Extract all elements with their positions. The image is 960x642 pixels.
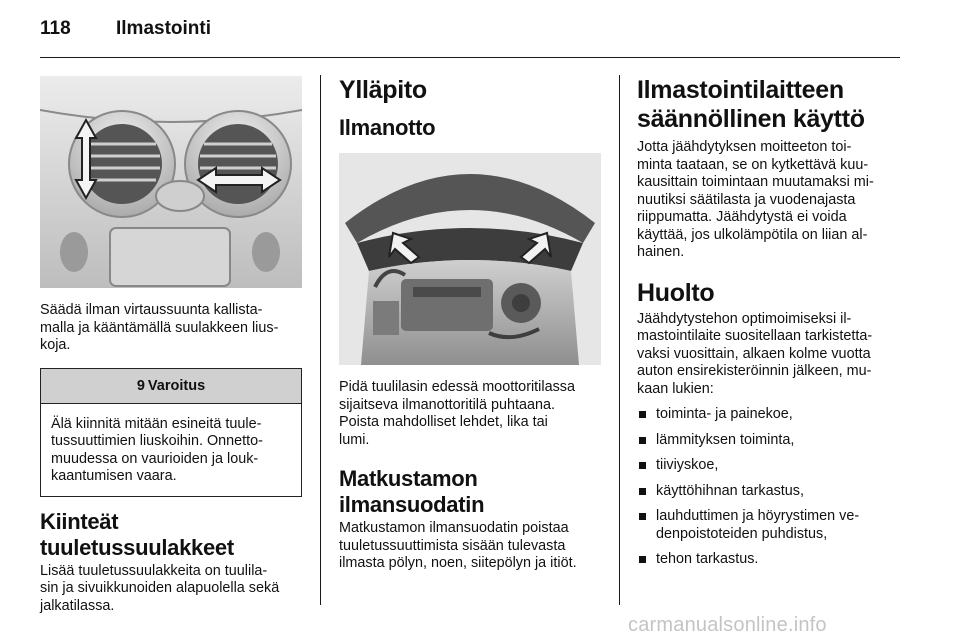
air-intake-heading: Ilmanotto (339, 115, 436, 140)
header-rule (40, 57, 900, 58)
warning-title: Varoitus (147, 377, 206, 394)
watermark: carmanualsonline.info (628, 614, 827, 636)
fixed-vents-heading: Kiinteät tuuletussuulakkeet (40, 508, 234, 560)
column-2 (339, 76, 601, 573)
warning-box (40, 368, 302, 497)
list-item: tehon tarkastus. (637, 551, 900, 569)
chapter-title: Ilmastointi (116, 18, 212, 39)
maintenance-title: Ylläpito (339, 76, 427, 104)
vent-adjust-caption: Säädä ilman virtaussuunta kallista- malla ja kääntämällä suulakkeen lius- koja. (40, 302, 279, 353)
page-number: 118 (40, 18, 71, 39)
column-1 (40, 76, 302, 615)
ac-regular-use-text: Jotta jäähdytyksen moitteeton toi- minta taataan, se on kytkettävä kuu- kausittain toimintaan muutamaksi mi- nuutiksi säätilasta ja vuodenajasta riippumatta. Jäähdytystä ei voida käyttää, jos ulkolämpötila on liian al- hainen. (637, 139, 874, 260)
warning-text: Älä kiinnitä mitään esineitä tuule- tussuuttimien liuskoihin. Onnetto- muudessa on vaurioiden ja louk- kaantumisen vaara. (51, 415, 263, 484)
column-divider-1 (320, 75, 321, 605)
list-item: lämmityksen toiminta, (637, 432, 900, 450)
fixed-vents-text: Lisää tuuletussuulakkeita on tuulila- sin ja sivuikkunoiden alapuolella sekä jalkatilassa. (40, 562, 280, 614)
engine-bay-illustration (339, 153, 601, 365)
warning-header (41, 369, 301, 404)
service-checklist (637, 406, 900, 569)
column-divider-2 (619, 75, 620, 605)
air-intake-text: Pidä tuulilasin edessä moottoritilassa sijaitseva ilmanottoritilä puhtaana. Poista mahdolliset lehdet, lika tai lumi. (339, 379, 575, 448)
cabin-filter-text: Matkustamon ilmansuodatin poistaa tuuletussuuttimista sisään tulevasta ilmasta pölyn, noen, siitepölyn ja itiöt. (339, 520, 577, 571)
page-header (40, 18, 211, 40)
cabin-filter-heading: Matkustamon ilmansuodatin (339, 466, 485, 517)
list-item: toiminta- ja painekoe, (637, 406, 900, 424)
service-heading: Huolto (637, 278, 715, 307)
list-item: lauhduttimen ja höyrystimen ve- denpoistoteiden puhdistus, (637, 508, 900, 543)
list-item: tiiviyskoe, (637, 457, 900, 475)
air-vents-illustration (40, 76, 302, 288)
column-3 (637, 76, 900, 569)
service-text: Jäähdytystehon optimoimiseksi il- mastointilaite suositellaan tarkistetta- vaksi vuosittain, alkaen kolme vuotta auton ensirekisteröinnin jälkeen, mu- kaan lukien: (637, 310, 873, 397)
ac-regular-use-heading: Ilmastointilaitteen säännöllinen käyttö (637, 76, 865, 133)
list-item: käyttöhihnan tarkastus, (637, 483, 900, 501)
warning-triangle-icon: 9 (136, 377, 145, 394)
